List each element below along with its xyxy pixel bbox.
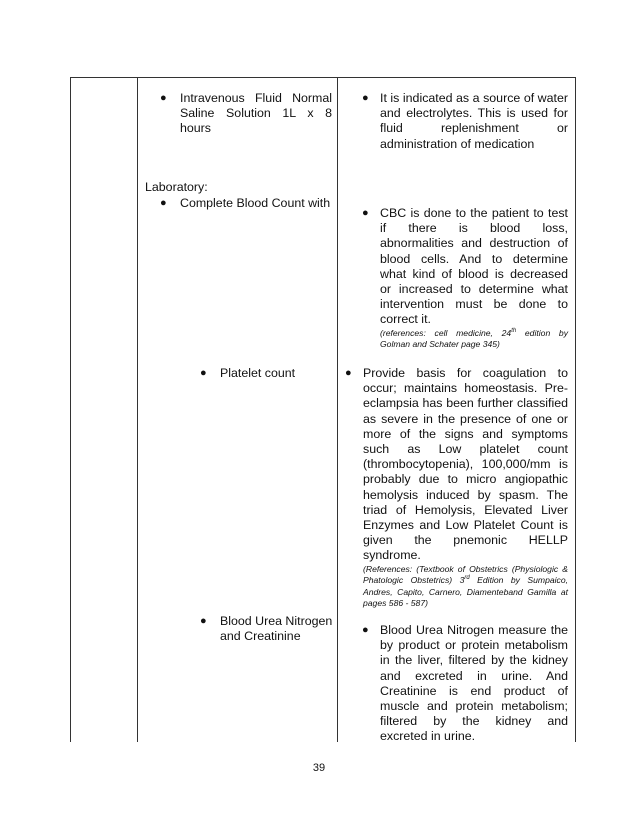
column-divider-1 bbox=[137, 78, 138, 742]
bullet-icon: ● bbox=[200, 367, 207, 379]
platelet-text: Platelet count bbox=[220, 366, 296, 380]
platelet-rationale-item bbox=[345, 366, 568, 610]
bun-rationale-text: Blood Urea Nitrogen measure the by product or protein metabolism in the liver, filtered by the kidney and excreted in urine. And Creatinine is end product of muscle and protein metabolism; filtered by the kidney and excreted in urine. bbox=[380, 623, 568, 744]
bullet-icon: ● bbox=[362, 624, 369, 636]
platelet-rationale-text: Provide basis for coagulation to occur; maintains homeostasis. Pre-eclampsia has been further classified as severe in the presence of one or more of the signs and symptoms such as Low platelet count (thrombocytopenia), 100,000/mm is probably due to micro angiopathic hemolysis induced by spasm. The triad of Hemolysis, Elevated Liver Enzymes and Low Platelet Count is given the pnemonic HELLP syndrome. bbox=[363, 366, 568, 563]
cbc-reference: (references: cell medicine, 24th edition by Golman and Schater page 345) bbox=[380, 327, 569, 350]
bullet-icon: ● bbox=[160, 92, 167, 104]
cbc-text: Complete Blood Count with bbox=[180, 196, 331, 210]
bun-rationale-item bbox=[362, 623, 568, 745]
iv-rationale-text: It is indicated as a source of water and electrolytes. This is used for fluid replenishment or administration of medication bbox=[380, 91, 568, 151]
cbc-rationale-item bbox=[362, 206, 568, 351]
bullet-icon: ● bbox=[362, 92, 369, 104]
platelet-reference: (References: (Textbook of Obstetrics (Physiologic & Phatologic Obstetrics) 3rd Edition by Sumpaico, Andres, Capito, Carnero, Diamenteband Gamilla at pages 586 - 587) bbox=[363, 563, 569, 609]
bullet-icon: ● bbox=[200, 615, 207, 627]
bun-item bbox=[200, 614, 340, 644]
bullet-icon: ● bbox=[160, 197, 167, 209]
iv-fluid-text: Intravenous Fluid Normal Saline Solution 1L x 8 hours bbox=[180, 91, 332, 136]
iv-rationale-item bbox=[362, 91, 568, 152]
bun-text: Blood Urea Nitrogen and Creatinine bbox=[220, 614, 333, 644]
laboratory-label: Laboratory: bbox=[145, 180, 208, 194]
cbc-item bbox=[160, 196, 340, 211]
bullet-icon: ● bbox=[362, 207, 369, 219]
page-number: 39 bbox=[312, 762, 326, 774]
iv-fluid-item bbox=[160, 91, 332, 137]
cbc-rationale-text: CBC is done to the patient to test if there is blood loss, abnormalities and destruction of blood cells. And to determine what kind of blood is decreased or increased to determine what intervention must be done to correct it. bbox=[380, 206, 568, 327]
bullet-icon: ● bbox=[345, 367, 352, 379]
platelet-item bbox=[200, 366, 330, 381]
